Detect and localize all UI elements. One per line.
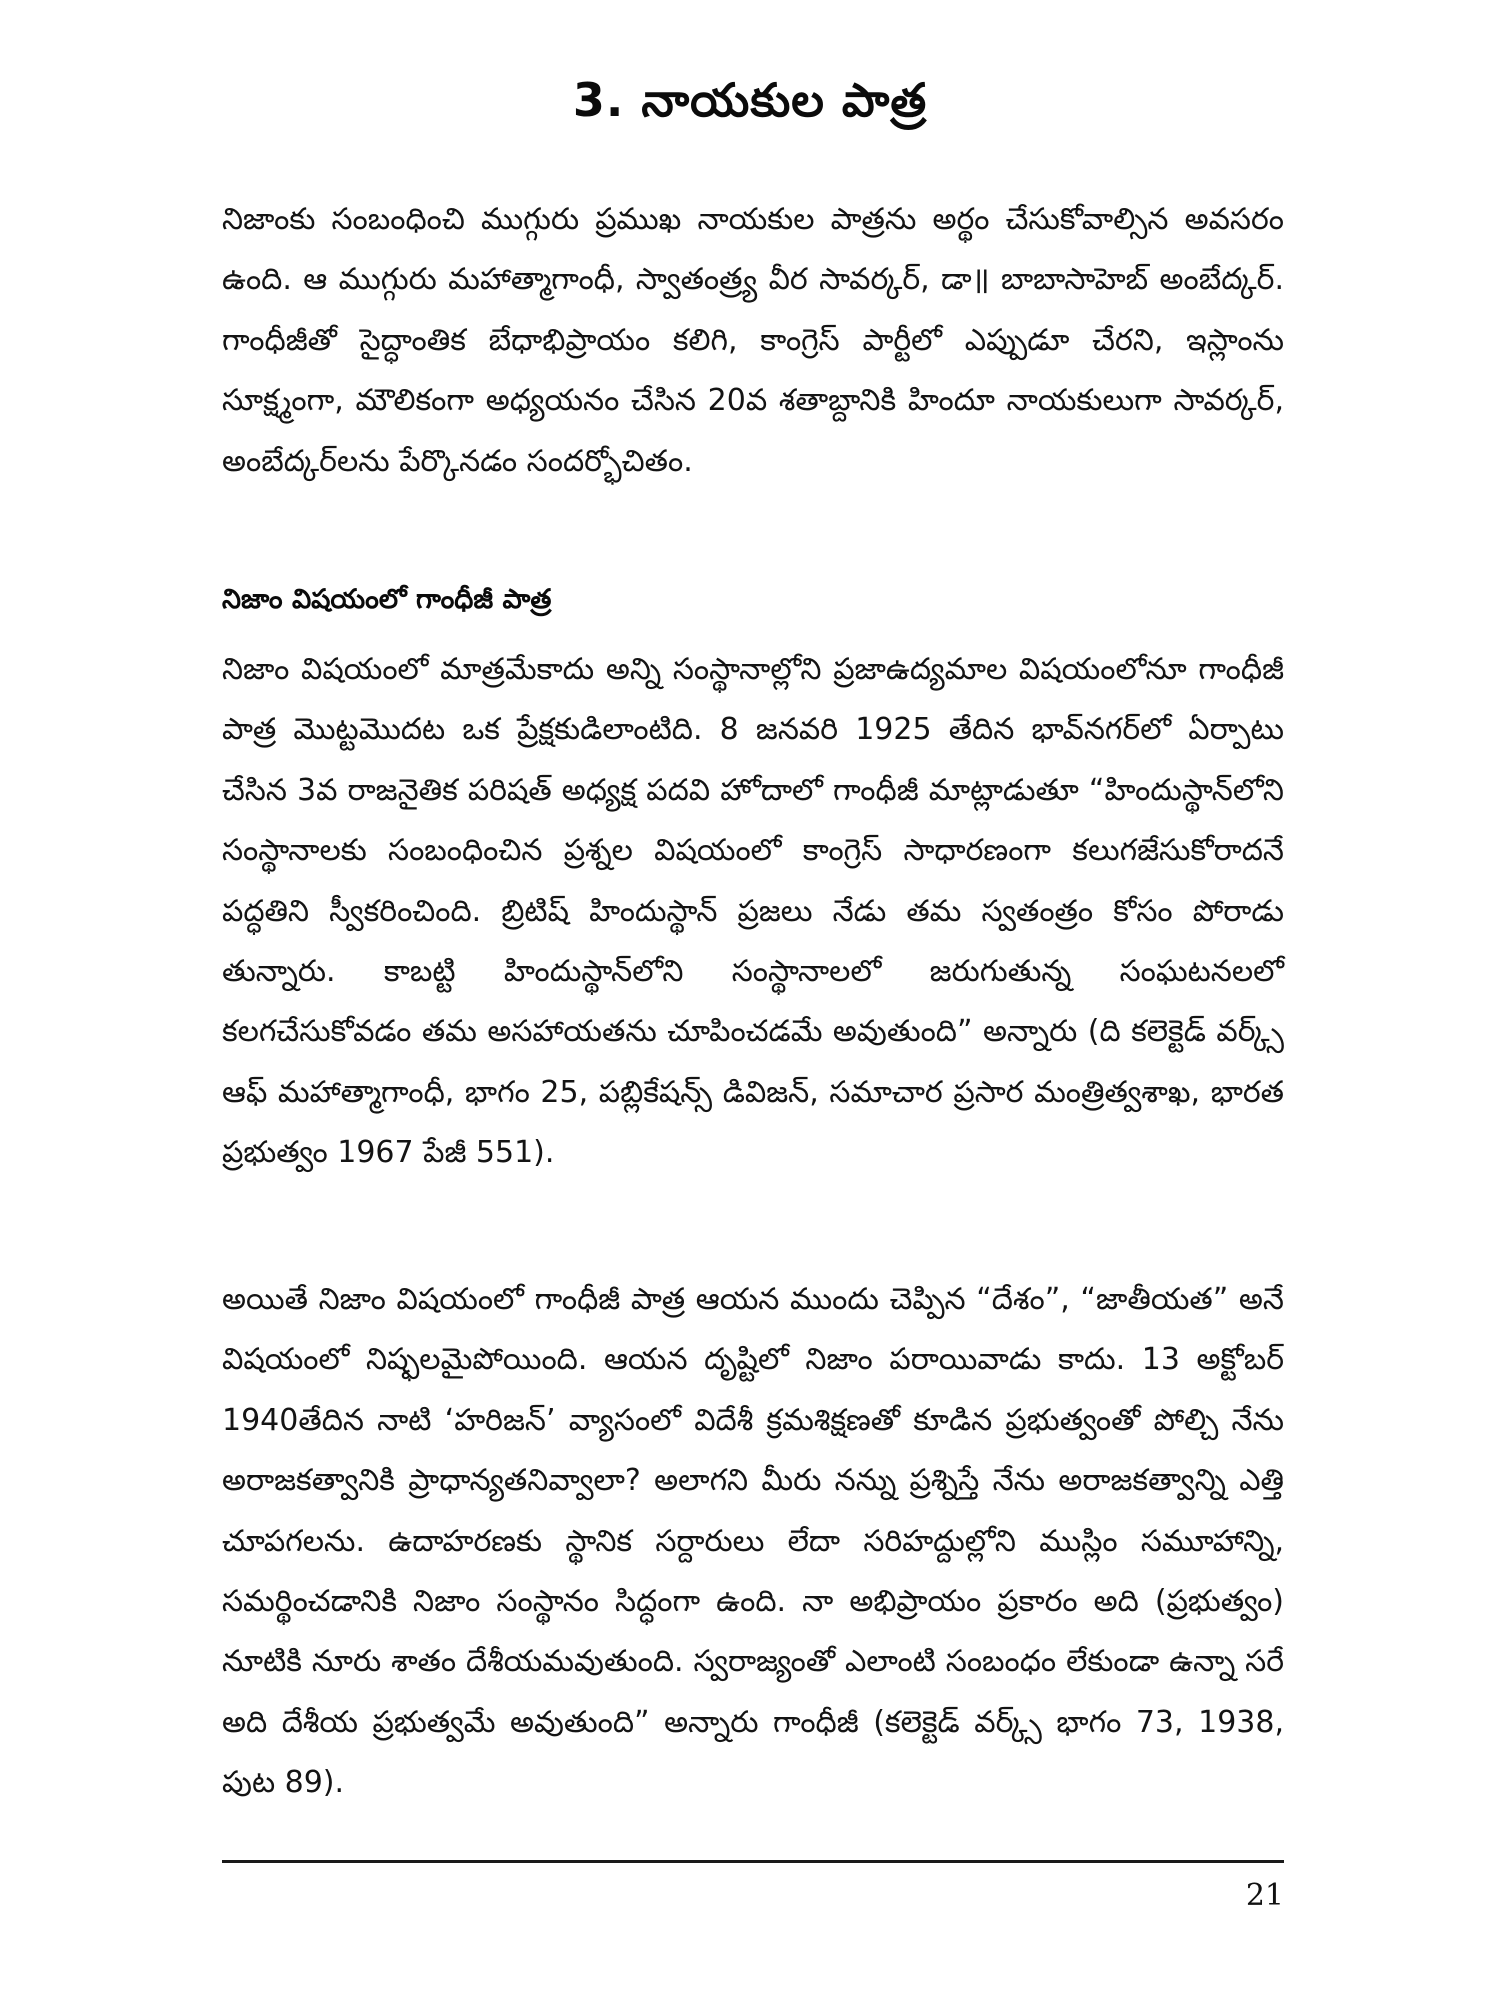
chapter-title: 3. నాయకుల పాత్ర — [572, 73, 928, 127]
page-number: 21 — [1245, 1878, 1284, 1913]
gandhi-paragraph-1: నిజాం విషయంలో మాత్రమేకాదు అన్ని సంస్థానాల్లోని ప్రజాఉద్యమాల విషయంలోనూ గాంధీజీ పాత్ర మొట్టమొదట ఒక ప్రేక్షకుడిలాంటిది. 8 జనవరి 1925 తేదిన భావ్‌నగర్‌లో ఏర్పాటు చేసిన 3వ రాజనైతిక పరిషత్ అధ్యక్ష పదవి హోదాలో గాంధీజీ మాట్లాడుతూ “హిందుస్థాన్‌లోని సంస్థానాలకు సంబంధించిన ప్రశ్నల విషయంలో కాంగ్రెస్ సాధారణంగా కలుగజేసుకోరాదనే పద్ధతిని స్వీకరించింది. బ్రిటిష్ హిందుస్థాన్ ప్రజలు నేడు తమ స్వతంత్రం కోసం పోరాడు తున్నారు. కాబట్టి హిందుస్థాన్‌లోని సంస్థానాలలో జరుగుతున్న సంఘటనలలో కలగచేసుకోవడం తమ అసహాయతను చూపించడమే అవుతుంది” అన్నారు (ది కలెక్టెడ్ వర్క్స్ ఆఫ్ మహాత్మాగాంధీ, భాగం 25, పబ్లికేషన్స్ డివిజన్, సమాచార ప్రసార మంత్రిత్వశాఖ, భారత ప్రభుత్వం 1967 పేజీ 551). — [222, 652, 1284, 1171]
intro-paragraph: నిజాంకు సంబంధించి ముగ్గురు ప్రముఖ నాయకుల పాత్రను అర్థం చేసుకోవాల్సిన అవసరం ఉంది. ఆ ముగ్గురు మహాత్మాగాంధీ, స్వాతంత్ర్య వీర సావర్కర్, డా॥ బాబాసాహెబ్ అంబేద్కర్. గాంధీజీతో సైద్ధాంతిక బేధాభిప్రాయం కలిగి, కాంగ్రెస్ పార్టీలో ఎప్పుడూ చేరని, ఇస్లాంను సూక్ష్మంగా, మౌలికంగా అధ్యయనం చేసిన 20వ శతాబ్దానికి హిందూ నాయకులుగా సావర్కర్, అంబేద్కర్‌లను పేర్కొనడం సందర్భోచితం. — [222, 202, 1284, 479]
gandhi-paragraph-2: అయితే నిజాం విషయంలో గాంధీజీ పాత్ర ఆయన ముందు చెప్పిన “దేశం”, “జాతీయత” అనే విషయంలో నిష్ఫలమైపోయింది. ఆయన దృష్టిలో నిజాం పరాయివాడు కాదు. 13 అక్టోబర్ 1940తేదిన నాటి ‘హరిజన్’ వ్యాసంలో విదేశీ క్రమశిక్షణతో కూడిన ప్రభుత్వంతో పోల్చి నేను అరాజకత్వానికి ప్రాధాన్యతనివ్వాలా? అలాగని మీరు నన్ను ప్రశ్నిస్తే నేను అరాజకత్వాన్ని ఎత్తి చూపగలను. ఉదాహరణకు స్థానిక సర్దారులు లేదా సరిహద్దుల్లోని ముస్లిం సమూహాన్ని, సమర్థించడానికి నిజాం సంస్థానం సిద్ధంగా ఉంది. నా అభిప్రాయం ప్రకారం అది (ప్రభుత్వం) నూటికి నూరు శాతం దేశీయమవుతుంది. స్వరాజ్యంతో ఎలాంటి సంబంధం లేకుండా ఉన్నా సరే అది దేశీయ ప్రభుత్వమే అవుతుంది” అన్నారు గాంధీజీ (కలెక్టెడ్ వర్క్స్ భాగం 73, 1938, పుట 89). — [222, 1282, 1284, 1801]
section-heading: నిజాం విషయంలో గాంధీజీ పాత్ర — [222, 584, 552, 615]
footer-divider — [222, 1860, 1284, 1863]
